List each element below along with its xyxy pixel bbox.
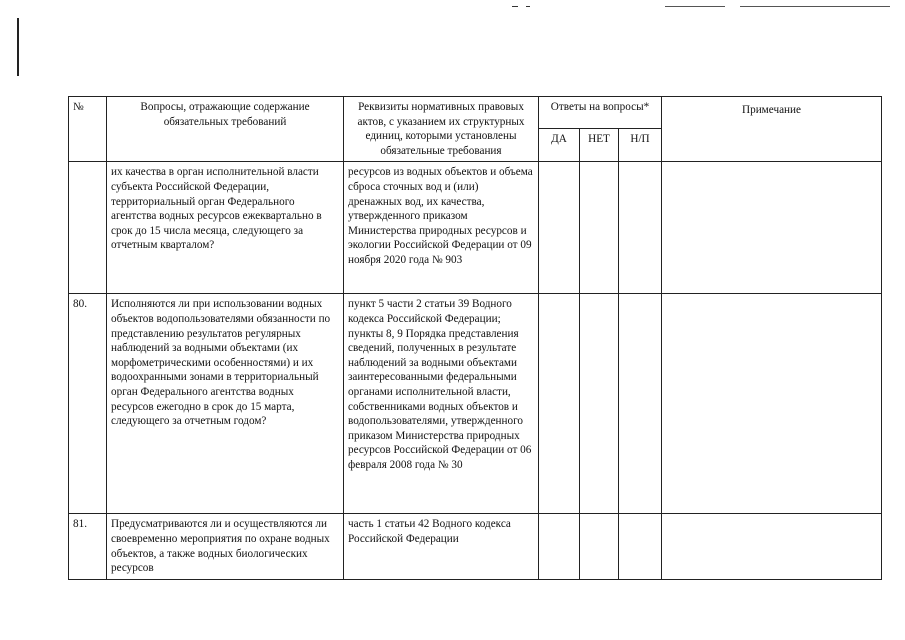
scan-dash (665, 6, 725, 7)
answer-na-cell[interactable] (619, 294, 662, 514)
answer-yes-cell[interactable] (539, 514, 580, 579)
header-answers: Ответы на вопросы* (539, 97, 662, 129)
row-requisites: ресурсов из водных объектов и объема сброса сточных вод и (или) дренажных вод, их качества, утвержденного приказом Министерства природных ресурсов и экологии Российской Федерации от 09 ноября 2020 года № 903 (344, 162, 539, 294)
answer-no-cell[interactable] (580, 514, 619, 579)
row-question: Исполняются ли при использовании водных объектов водопользователями обязанности по представлению результатов регулярных наблюдений за водными объектами (их морфометрическими особенностями) и их водоохранными зонами в территориальный орган Федерального агентства водных ресурсов ежегодно в срок до 15 марта, следующего за отчетным годом? (107, 294, 344, 514)
note-cell[interactable] (662, 514, 882, 579)
header-yes: ДА (539, 129, 580, 162)
row-requisites: часть 1 статьи 42 Водного кодекса Российской Федерации (344, 514, 539, 579)
table-header-row (69, 97, 882, 129)
row-requisites: пункт 5 части 2 статьи 39 Водного кодекса Российской Федерации; пункты 8, 9 Порядка представления сведений, полученных в результате наблюдений за водными объектами заинтересованными федеральными органами исполнительной власти, собственниками водных объектов и водопользователями, утвержденного приказом Министерства природных ресурсов Российской Федерации от 06 февраля 2008 года № 30 (344, 294, 539, 514)
row-question: их качества в орган исполнительной власти субъекта Российской Федерации, территориальный орган Федерального агентства водных ресурсов ежеквартально в срок до 15 числа месяца, следующего за отчетным кварталом? (107, 162, 344, 294)
scan-dash (740, 6, 890, 7)
answer-na-cell[interactable] (619, 514, 662, 579)
answer-yes-cell[interactable] (539, 162, 580, 294)
header-requisites: Реквизиты нормативных правовых актов, с указанием их структурных единиц, которыми установлены обязательные требования (344, 97, 539, 162)
header-number: № (69, 97, 107, 162)
row-number (69, 162, 107, 294)
answer-no-cell[interactable] (580, 162, 619, 294)
scan-dash (512, 6, 518, 7)
header-note: Примечание (662, 97, 882, 162)
answer-yes-cell[interactable] (539, 294, 580, 514)
row-number: 81. (69, 514, 107, 579)
scan-dash (526, 6, 530, 7)
note-cell[interactable] (662, 162, 882, 294)
answer-na-cell[interactable] (619, 162, 662, 294)
header-na: Н/П (619, 129, 662, 162)
scan-margin-line (17, 18, 19, 76)
row-question: Предусматриваются ли и осуществляются ли своевременно мероприятия по охране водных объектов, а также водных биологических ресурсов (107, 514, 344, 579)
note-cell[interactable] (662, 294, 882, 514)
table-row (69, 294, 882, 514)
table-row (69, 162, 882, 294)
answer-no-cell[interactable] (580, 294, 619, 514)
checklist-table (68, 96, 882, 580)
header-questions: Вопросы, отражающие содержание обязательных требований (107, 97, 344, 162)
header-no: НЕТ (580, 129, 619, 162)
row-number: 80. (69, 294, 107, 514)
table-row (69, 514, 882, 579)
